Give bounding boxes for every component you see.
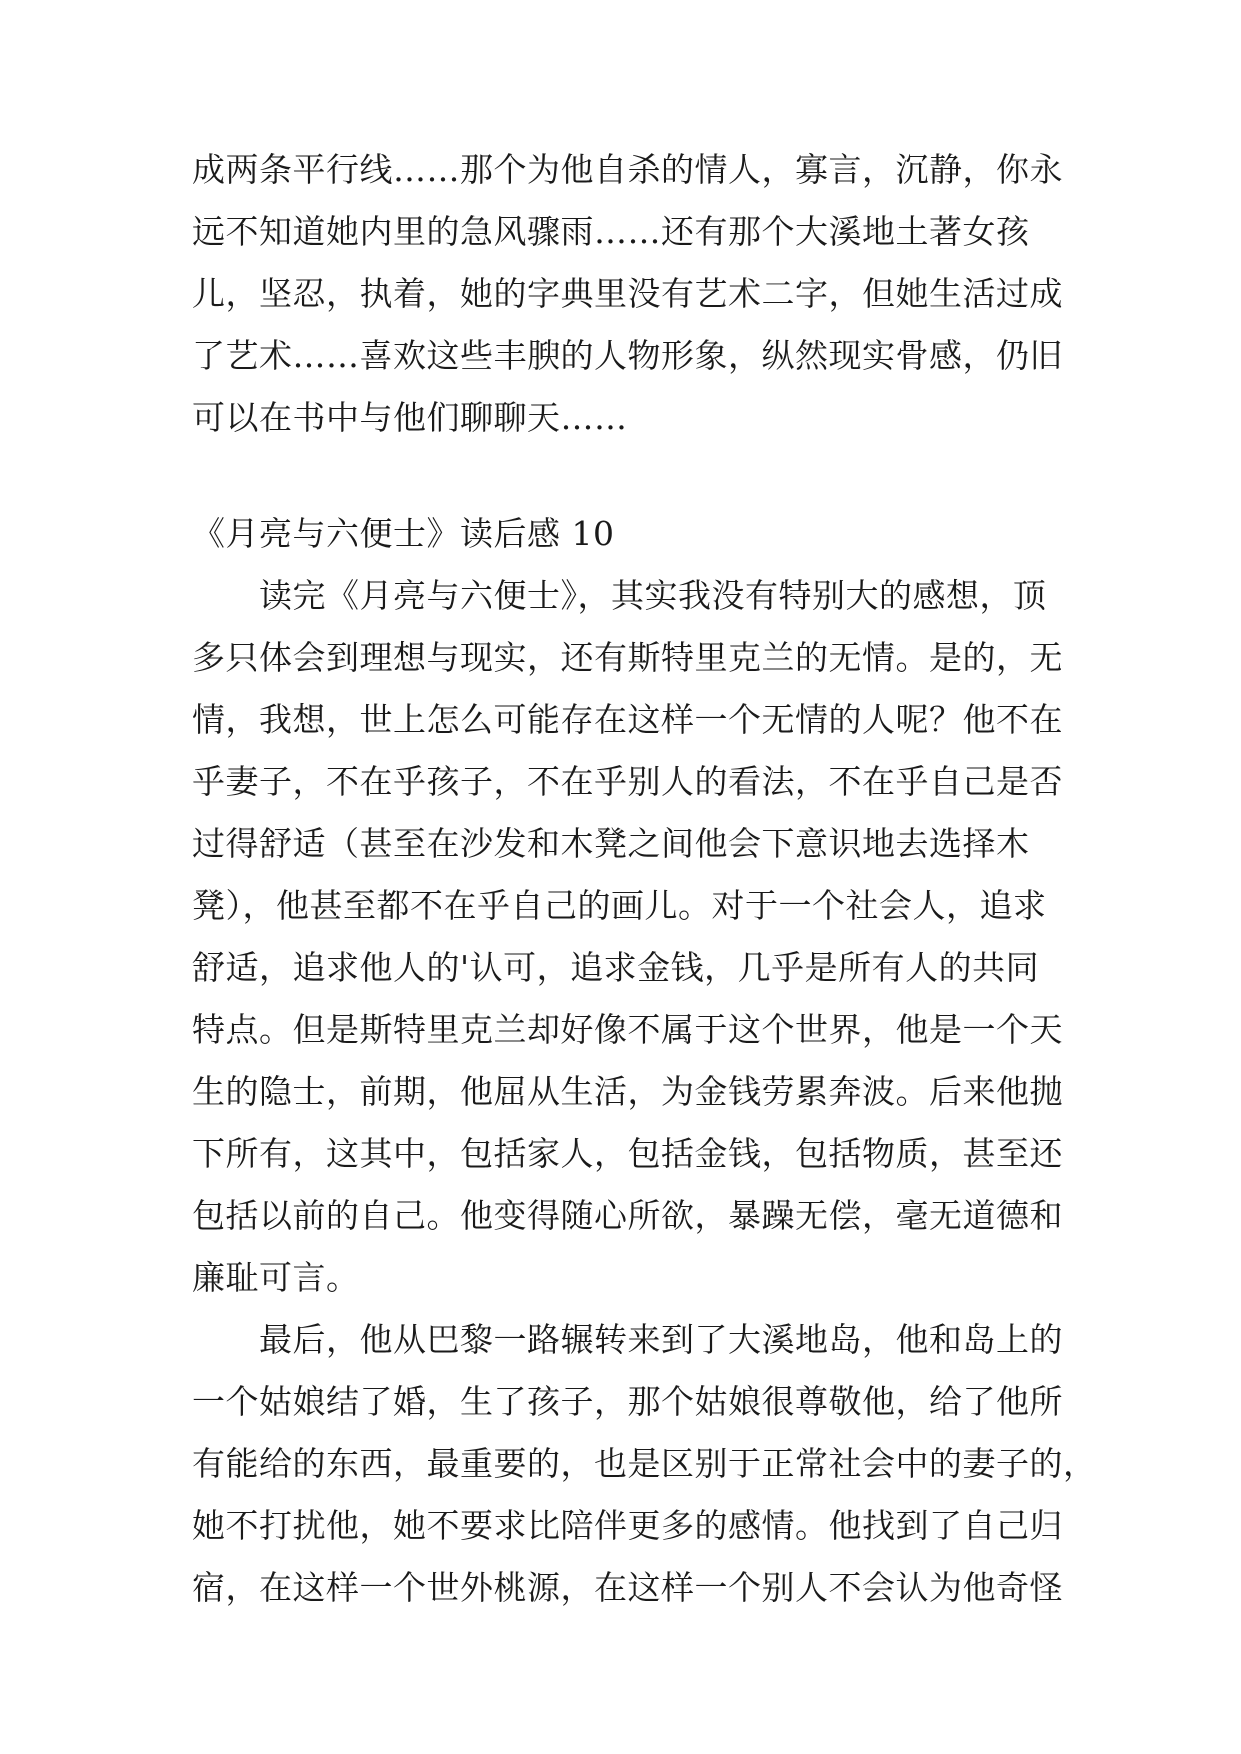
text-line: 可以在书中与他们聊聊天……: [192, 398, 628, 437]
text-line: 了艺术……喜欢这些丰腴的人物形象，纵然现实骨感，仍旧: [192, 336, 1063, 375]
text-line: 有能给的东西，最重要的，也是区别于正常社会中的妻子的，: [192, 1444, 1097, 1483]
text-line: 凳），他甚至都不在乎自己的画儿。对于一个社会人，追求: [192, 886, 1047, 925]
text-line: 多只体会到理想与现实，还有斯特里克兰的无情。是的，无: [192, 638, 1063, 677]
text-line: 情，我想，世上怎么可能存在这样一个无情的人呢？他不在: [192, 700, 1063, 739]
text-line: 她不打扰他，她不要求比陪伴更多的感情。他找到了自己归: [192, 1506, 1063, 1545]
text-line: 读完《月亮与六便士》，其实我没有特别大的感想，顶: [192, 576, 1047, 615]
text-line: 包括以前的自己。他变得随心所欲，暴躁无偿，毫无道德和: [192, 1196, 1063, 1235]
text-line: 远不知道她内里的急风骤雨……还有那个大溪地土著女孩: [192, 212, 1030, 251]
text-line: 舒适，追求他人的'认可，追求金钱，几乎是所有人的共同: [192, 948, 1040, 987]
text-line: 宿，在这样一个世外桃源，在这样一个别人不会认为他奇怪: [192, 1568, 1063, 1607]
text-line: 过得舒适（甚至在沙发和木凳之间他会下意识地去选择木: [192, 824, 1030, 863]
text-line: 生的隐士，前期，他屈从生活，为金钱劳累奔波。后来他抛: [192, 1072, 1063, 1111]
text-line: 最后，他从巴黎一路辗转来到了大溪地岛，他和岛上的: [192, 1320, 1063, 1359]
text-line: 一个姑娘结了婚，生了孩子，那个姑娘很尊敬他，给了他所: [192, 1382, 1063, 1421]
text-line: 儿，坚忍，执着，她的字典里没有艺术二字，但她生活过成: [192, 274, 1063, 313]
text-line: 特点。但是斯特里克兰却好像不属于这个世界，他是一个天: [192, 1010, 1063, 1049]
section-heading: 《月亮与六便士》读后感 10: [192, 514, 615, 553]
text-line: 成两条平行线……那个为他自杀的情人，寡言，沉静，你永: [192, 150, 1063, 189]
text-line: 下所有，这其中，包括家人，包括金钱，包括物质，甚至还: [192, 1134, 1063, 1173]
text-line: 乎妻子，不在乎孩子，不在乎别人的看法，不在乎自己是否: [192, 762, 1063, 801]
text-line: 廉耻可言。: [192, 1258, 360, 1297]
